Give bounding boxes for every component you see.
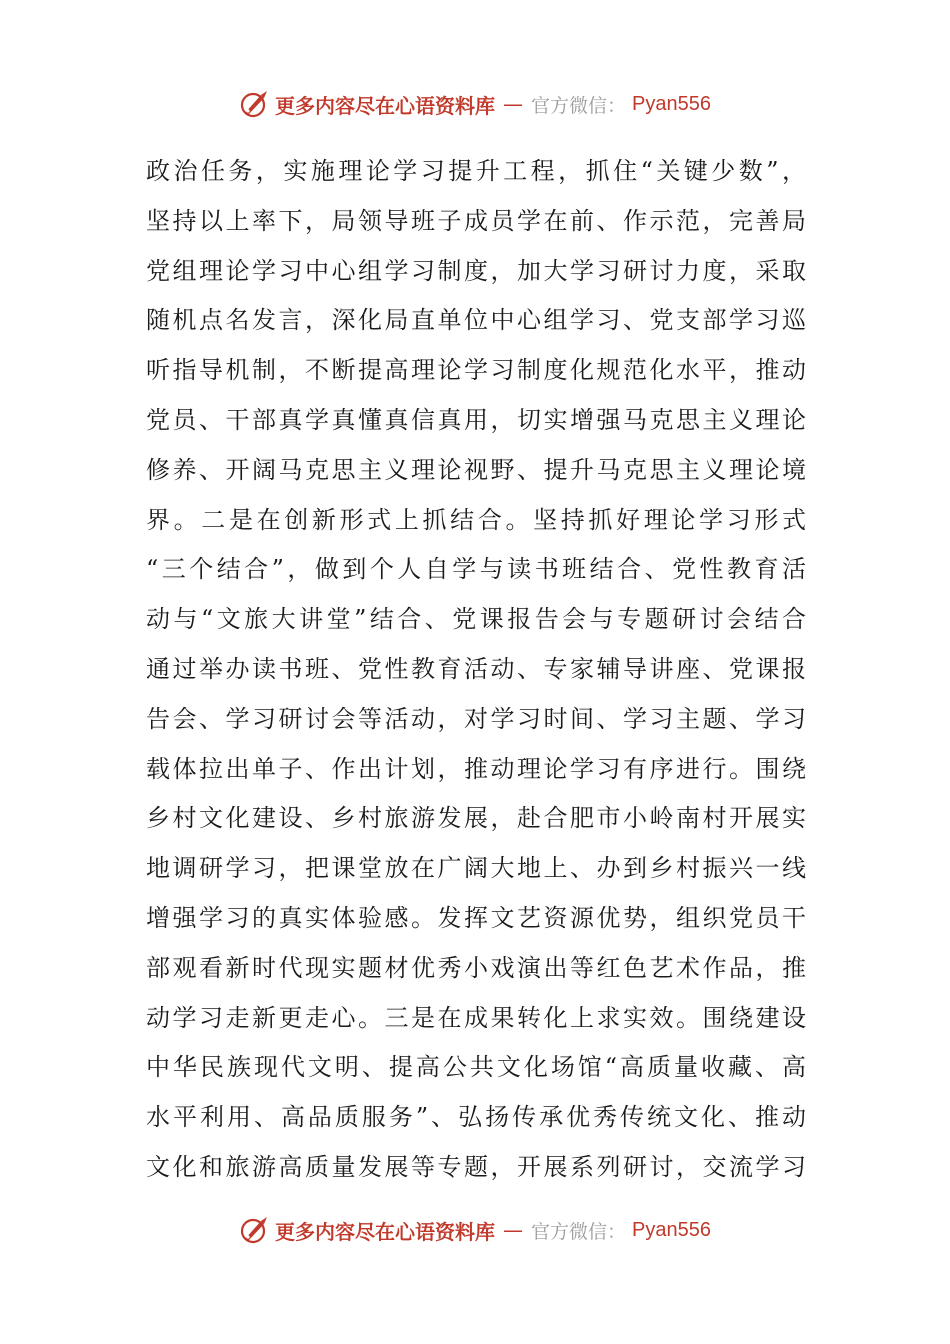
- text-line: 通过举办读书班、党性教育活动、专家辅导讲座、党课报: [146, 654, 806, 683]
- contact-label: 官方微信：: [531, 94, 627, 117]
- wechat-handle: Pyan556: [632, 1218, 711, 1241]
- text-line: 界。二是在创新形式上抓结合。坚持抓好理论学习形式: [146, 505, 806, 534]
- text-line: 中华民族现代文明、提高公共文化场馆“高质量收藏、高: [146, 1053, 806, 1082]
- header-banner: [0, 84, 950, 124]
- brand-text: 更多内容尽在心语资料库: [275, 1219, 495, 1244]
- text-line: 部观看新时代现实题材优秀小戏演出等红色艺术作品，推: [146, 953, 806, 982]
- contact-label: 官方微信：: [531, 1220, 627, 1243]
- text-line: 文化和旅游高质量发展等专题，开展系列研讨，交流学习: [146, 1152, 806, 1181]
- footer-banner: [0, 1210, 950, 1250]
- quill-pen-icon: [239, 89, 269, 119]
- text-line: 听指导机制，不断提高理论学习制度化规范化水平，推动: [146, 356, 806, 385]
- text-line: 动学习走新更走心。三是在成果转化上求实效。围绕建设: [146, 1003, 806, 1032]
- wechat-handle: Pyan556: [632, 92, 711, 115]
- text-line: 告会、学习研讨会等活动，对学习时间、学习主题、学习: [146, 704, 806, 733]
- text-line: “三个结合”，做到个人自学与读书班结合、党性教育活: [146, 555, 806, 584]
- quill-pen-icon: [239, 1215, 269, 1245]
- text-line: 动与“文旅大讲堂”结合、党课报告会与专题研讨会结合: [146, 605, 806, 634]
- text-line: 修养、开阔马克思主义理论视野、提升马克思主义理论境: [146, 455, 806, 484]
- text-line: 坚持以上率下，局领导班子成员学在前、作示范，完善局: [146, 206, 806, 235]
- brand-text: 更多内容尽在心语资料库: [275, 93, 495, 118]
- separator-dash: —: [503, 1218, 523, 1242]
- text-line: 党组理论学习中心组学习制度，加大学习研讨力度，采取: [146, 256, 806, 285]
- text-line: 增强学习的真实体验感。发挥文艺资源优势，组织党员干: [146, 903, 806, 932]
- text-line: 地调研学习，把课堂放在广阔大地上、办到乡村振兴一线: [146, 854, 806, 883]
- document-body: [146, 147, 806, 1193]
- separator-dash: —: [503, 92, 523, 116]
- text-line: 政治任务，实施理论学习提升工程，抓住“关键少数”，: [146, 157, 806, 185]
- text-line: 随机点名发言，深化局直单位中心组学习、党支部学习巡: [146, 306, 806, 335]
- text-line: 水平利用、高品质服务”、弘扬传承优秀传统文化、推动: [146, 1103, 806, 1132]
- text-line: 党员、干部真学真懂真信真用，切实增强马克思主义理论: [146, 405, 806, 434]
- text-line: 载体拉出单子、作出计划，推动理论学习有序进行。围绕: [146, 754, 806, 783]
- text-line: 乡村文化建设、乡村旅游发展，赴合肥市小岭南村开展实: [146, 804, 806, 833]
